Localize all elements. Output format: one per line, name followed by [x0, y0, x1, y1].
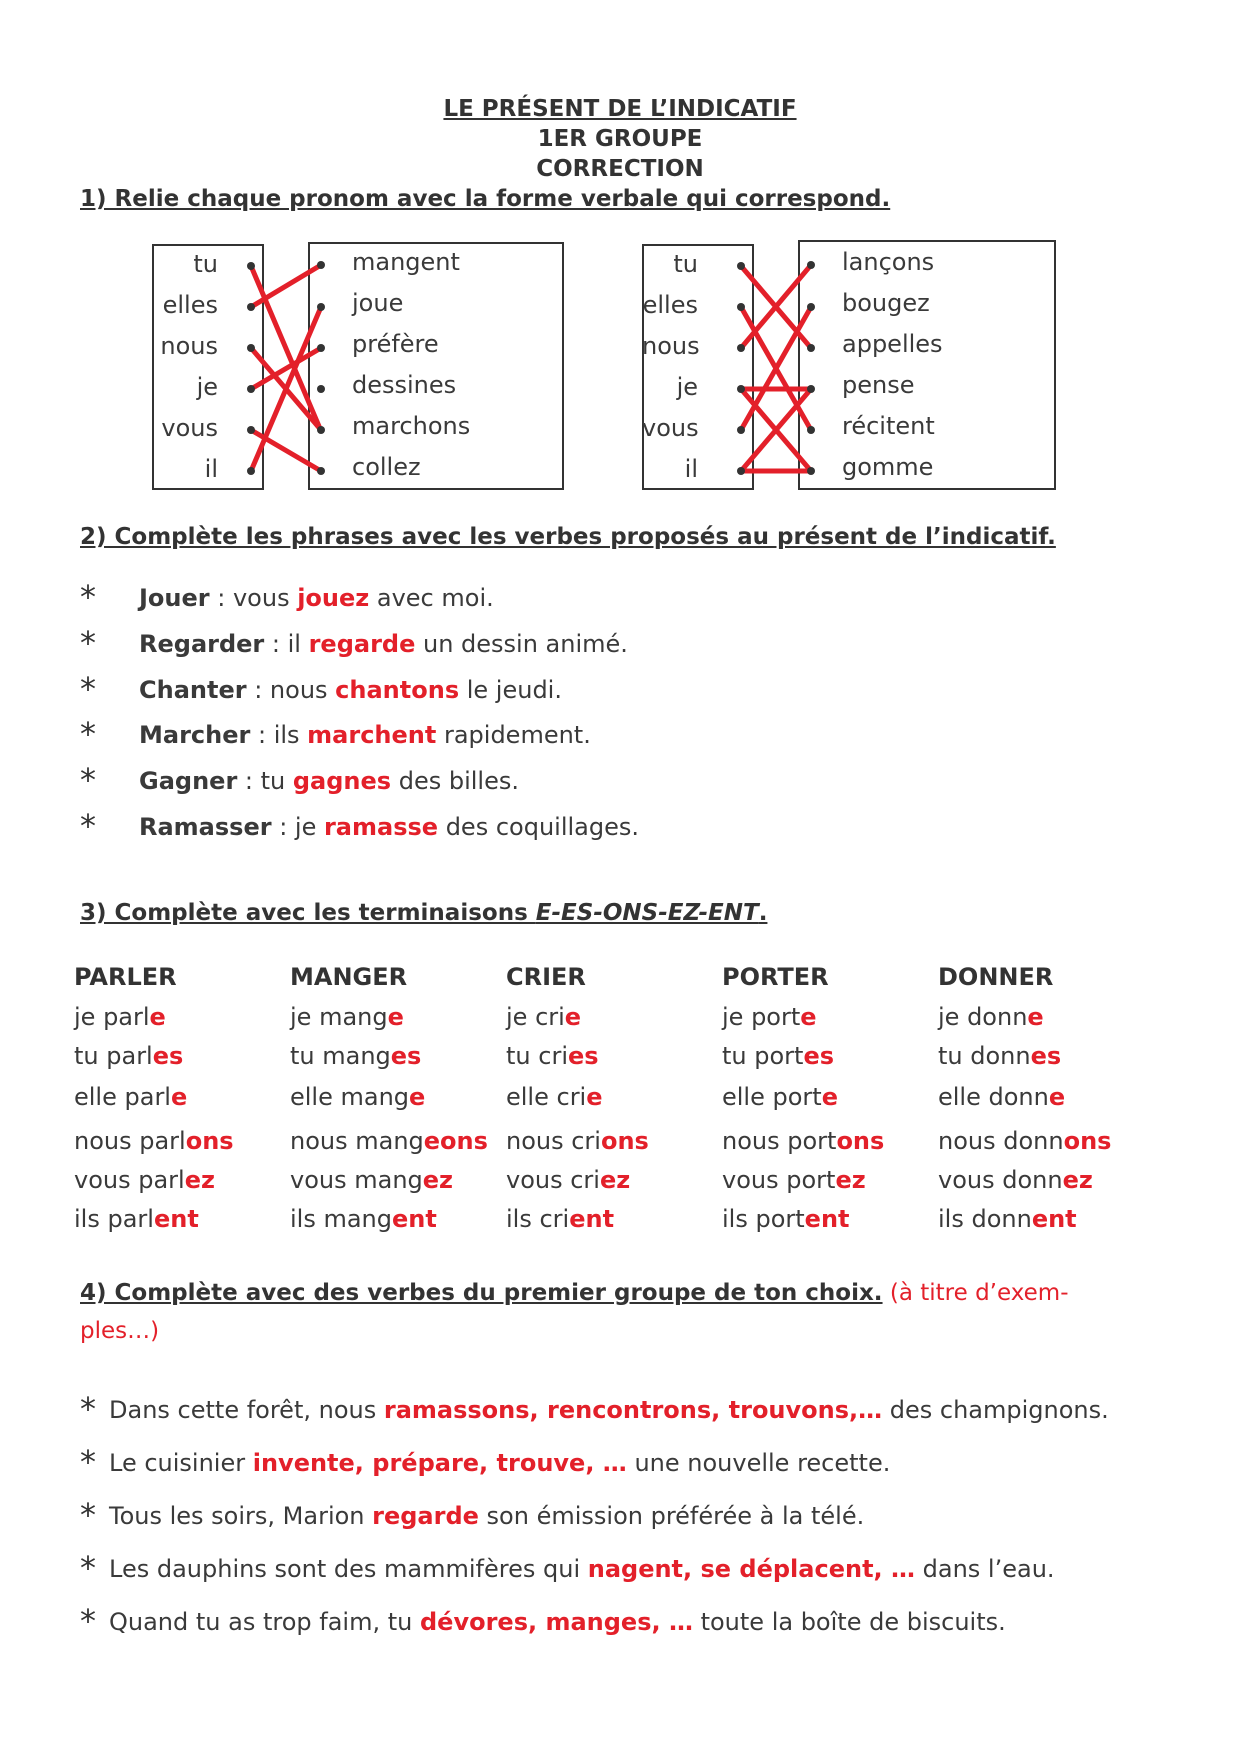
verb-stem: je mang	[290, 1003, 388, 1031]
verb-ending: ez	[184, 1166, 215, 1194]
pronoun-label: il	[204, 455, 218, 483]
verb-stem: vous port	[722, 1166, 836, 1194]
conjugation-cell	[506, 1083, 603, 1111]
conjugation-cell	[290, 1083, 425, 1111]
conjugation-cell	[722, 1127, 884, 1155]
verb-label: préfère	[352, 330, 439, 358]
verb-stem: ils cri	[506, 1205, 570, 1233]
pronoun-label: nous	[160, 332, 218, 360]
pronoun-label: tu	[193, 250, 218, 278]
sentence-line	[109, 1555, 1055, 1583]
sentence-line	[109, 1608, 1006, 1636]
separator: :	[209, 584, 233, 612]
conjugation-cell	[722, 1003, 817, 1031]
sentence-end: dans l’eau.	[915, 1555, 1055, 1583]
sentence-line	[139, 767, 519, 795]
conjugation-cell	[938, 1127, 1111, 1155]
verb-label: mangent	[352, 248, 460, 276]
sentence-start: Quand tu as trop faim, tu	[109, 1608, 420, 1636]
bullet-star: *	[80, 670, 96, 708]
conjugation-cell	[938, 1003, 1044, 1031]
answer: chantons	[335, 676, 460, 704]
sentence-line	[139, 676, 562, 704]
sentence-line	[109, 1396, 1109, 1424]
conjugation-cell	[506, 1127, 649, 1155]
page-title: LE PRÉSENT DE L’INDICATIF	[443, 96, 797, 122]
verb-stem: ils parl	[74, 1205, 154, 1233]
verb-ending: e	[409, 1083, 426, 1111]
verb-ending: e	[586, 1083, 603, 1111]
section3-title-text: 3) Complète avec les terminaisons	[80, 900, 536, 926]
verb-infinitive: Regarder	[139, 630, 265, 658]
section3-endings: E-ES-ONS-EZ-ENT	[535, 900, 759, 926]
link-a-tu-dessines	[251, 266, 321, 431]
sentence-line	[139, 630, 628, 658]
conjugation-cell	[506, 1042, 599, 1070]
separator: :	[237, 767, 261, 795]
separator: :	[250, 721, 274, 749]
answer: regarde	[308, 630, 416, 658]
sentence-end: toute la boîte de biscuits.	[692, 1608, 1006, 1636]
verb-label: collez	[352, 453, 421, 481]
sentence-line	[139, 721, 591, 749]
answer: dévores, manges, …	[419, 1608, 693, 1636]
bullet-star: *	[80, 761, 96, 799]
sentence-start: Le cuisinier	[109, 1449, 253, 1477]
verb-stem: vous donn	[938, 1166, 1063, 1194]
verb-ending: e	[1027, 1003, 1044, 1031]
conjugation-cell	[938, 1205, 1077, 1233]
sentence-end: des billes.	[391, 767, 519, 795]
verb-stem: elle donn	[938, 1083, 1049, 1111]
bullet-star: *	[80, 624, 96, 662]
answer: nagent, se déplacent, …	[587, 1555, 916, 1583]
verb-stem: tu port	[722, 1042, 804, 1070]
verb-stem: vous mang	[290, 1166, 423, 1194]
conjugation-cell	[290, 1127, 488, 1155]
pronoun-label: vous	[642, 414, 699, 442]
column-header: DONNER	[938, 963, 1054, 991]
conjugation-cell	[74, 1003, 166, 1031]
section3-title-end: .	[758, 900, 768, 926]
pronoun-label: elles	[642, 291, 698, 319]
bullet-star: *	[80, 807, 96, 845]
answer: jouez	[297, 584, 370, 612]
conjugation-cell	[290, 1003, 404, 1031]
correction-label: CORRECTION	[536, 156, 704, 182]
conjugation-cell	[722, 1166, 866, 1194]
verb-stem: tu cri	[506, 1042, 568, 1070]
conjugation-cell	[74, 1166, 215, 1194]
bullet-star: *	[80, 1602, 96, 1640]
sentence-end: un dessin animé.	[415, 630, 628, 658]
sentence-start: je	[294, 813, 324, 841]
verb-label: appelles	[842, 330, 943, 358]
answer: ramasse	[323, 813, 439, 841]
verb-ending: e	[564, 1003, 582, 1031]
sentence-start: ils	[273, 721, 308, 749]
link-a-il-joue	[251, 307, 321, 471]
verb-ending: ons	[836, 1127, 885, 1155]
sentence-start: vous	[232, 584, 298, 612]
verb-stem: ils port	[722, 1205, 805, 1233]
verb-stem: vous parl	[74, 1166, 185, 1194]
verb-ending: es	[1030, 1042, 1062, 1070]
verb-ending: ons	[600, 1127, 649, 1155]
conjugation-cell	[506, 1205, 614, 1233]
conjugation-cell	[506, 1003, 581, 1031]
sentence-start: tu	[260, 767, 293, 795]
column-header: CRIER	[506, 963, 586, 991]
sentence-end: son émission préférée à la télé.	[478, 1502, 865, 1530]
sentence-end: une nouvelle recette.	[626, 1449, 891, 1477]
separator: :	[246, 676, 270, 704]
verb-label: joue	[352, 289, 404, 317]
sentence-line	[109, 1449, 890, 1477]
conjugation-cell	[74, 1205, 199, 1233]
verb-ending: eons	[423, 1127, 488, 1155]
pronoun-label: nous	[642, 332, 700, 360]
verb-ending: ent	[569, 1205, 615, 1233]
verb-ending: ent	[153, 1205, 199, 1233]
section4-title-line	[80, 1280, 1069, 1306]
bullet-star: *	[80, 1443, 96, 1481]
verb-stem: tu mang	[290, 1042, 391, 1070]
conjugation-cell	[938, 1042, 1061, 1070]
conjugation-cell	[722, 1205, 850, 1233]
conjugation-cell	[722, 1083, 838, 1111]
verb-label: lançons	[842, 248, 935, 276]
verb-stem: tu donn	[938, 1042, 1031, 1070]
sentence-start: Tous les soirs, Marion	[109, 1502, 373, 1530]
sentence-start: il	[287, 630, 309, 658]
verb-ending: e	[1048, 1083, 1066, 1111]
answer: marchent	[307, 721, 437, 749]
answer: regarde	[372, 1502, 479, 1530]
pronoun-label: vous	[161, 414, 218, 442]
section4-note-a: (à titre d’exem-	[882, 1280, 1069, 1306]
section2-title: 2) Complète les phrases avec les verbes proposés au présent de l’indicatif.	[80, 524, 1056, 550]
conjugation-cell	[74, 1042, 183, 1070]
section1-title: 1) Relie chaque pronom avec la forme verbale qui correspond.	[80, 186, 891, 212]
sentence-start: nous	[269, 676, 336, 704]
column-header: MANGER	[290, 963, 408, 991]
sentence-start: Dans cette forêt, nous	[109, 1396, 384, 1424]
verb-stem: elle mang	[290, 1083, 410, 1111]
verb-stem: elle parl	[74, 1083, 171, 1111]
sentence-line	[139, 584, 494, 612]
answer: gagnes	[292, 767, 392, 795]
bullet-star: *	[80, 1549, 96, 1587]
conjugation-cell	[506, 1166, 630, 1194]
conjugation-cell	[722, 1042, 834, 1070]
verb-ending: ons	[185, 1127, 234, 1155]
bullet-star: *	[80, 578, 96, 616]
verb-stem: je parl	[74, 1003, 150, 1031]
pronoun-label: il	[684, 455, 698, 483]
sentence-end: des champignons.	[882, 1396, 1109, 1424]
verb-ending: e	[149, 1003, 166, 1031]
verb-ending: e	[821, 1083, 838, 1111]
conjugation-cell	[938, 1166, 1093, 1194]
verb-label: récitent	[842, 412, 935, 440]
bullet-star: *	[80, 1496, 96, 1534]
verb-ending: ons	[1063, 1127, 1112, 1155]
verb-ending: es	[567, 1042, 599, 1070]
verb-stem: elle cri	[506, 1083, 587, 1111]
bullet-star: *	[80, 715, 96, 753]
verb-ending: ez	[835, 1166, 866, 1194]
verb-stem: ils donn	[938, 1205, 1032, 1233]
verb-label: gomme	[842, 453, 934, 481]
verb-ending: ent	[392, 1205, 437, 1233]
pronoun-label: elles	[162, 291, 218, 319]
verb-stem: nous mang	[290, 1127, 424, 1155]
matching-lines	[0, 0, 1240, 520]
verb-ending: ez	[599, 1166, 631, 1194]
verb-stem: tu parl	[74, 1042, 153, 1070]
separator: :	[264, 630, 288, 658]
sentence-end: des coquillages.	[438, 813, 639, 841]
verb-stem: elle port	[722, 1083, 822, 1111]
verb-ending: es	[390, 1042, 422, 1070]
conjugation-cell	[290, 1042, 421, 1070]
sentence-start: Les dauphins sont des mammifères qui	[109, 1555, 588, 1583]
verb-stem: nous parl	[74, 1127, 186, 1155]
verb-infinitive: Chanter	[139, 676, 247, 704]
verb-label: bougez	[842, 289, 930, 317]
conjugation-cell	[290, 1166, 453, 1194]
conjugation-cell	[74, 1127, 234, 1155]
verb-infinitive: Ramasser	[139, 813, 272, 841]
verb-stem: vous cri	[506, 1166, 600, 1194]
column-header: PORTER	[722, 963, 829, 991]
answer: ramassons, rencontrons, trouvons,…	[383, 1396, 883, 1424]
conjugation-cell	[74, 1083, 187, 1111]
verb-ending: ent	[1031, 1205, 1077, 1233]
bullet-star: *	[80, 1390, 96, 1428]
verb-label: dessines	[352, 371, 457, 399]
verb-stem: nous donn	[938, 1127, 1064, 1155]
verb-ending: es	[803, 1042, 835, 1070]
verb-stem: je port	[722, 1003, 801, 1031]
answer: invente, prépare, trouve, …	[252, 1449, 627, 1477]
pronoun-label: je	[196, 373, 218, 401]
verb-stem: je donn	[938, 1003, 1028, 1031]
sentence-end: le jeudi.	[459, 676, 562, 704]
verb-infinitive: Jouer	[139, 584, 210, 612]
section4-note-b: ples…)	[80, 1318, 160, 1344]
verb-ending: e	[170, 1083, 188, 1111]
verb-label: marchons	[352, 412, 471, 440]
separator: :	[271, 813, 295, 841]
verb-infinitive: Gagner	[139, 767, 238, 795]
verb-label: pense	[842, 371, 915, 399]
verb-ending: ez	[422, 1166, 454, 1194]
pronoun-label: tu	[673, 250, 698, 278]
verb-ending: ent	[804, 1205, 850, 1233]
verb-stem: je cri	[506, 1003, 565, 1031]
section4-title: 4) Complète avec des verbes du premier groupe de ton choix.	[80, 1280, 883, 1306]
section3-title	[80, 900, 767, 926]
sentence-end: avec moi.	[369, 584, 494, 612]
page-subtitle: 1ER GROUPE	[537, 126, 703, 152]
verb-stem: nous port	[722, 1127, 837, 1155]
sentence-end: rapidement.	[436, 721, 591, 749]
pronoun-label: je	[676, 373, 698, 401]
verb-ending: e	[387, 1003, 404, 1031]
conjugation-cell	[938, 1083, 1065, 1111]
sentence-line	[109, 1502, 864, 1530]
verb-infinitive: Marcher	[139, 721, 251, 749]
verb-stem: ils mang	[290, 1205, 392, 1233]
verb-ending: es	[152, 1042, 184, 1070]
verb-ending: ez	[1062, 1166, 1093, 1194]
verb-ending: e	[800, 1003, 817, 1031]
sentence-line	[139, 813, 639, 841]
column-header: PARLER	[74, 963, 177, 991]
conjugation-cell	[290, 1205, 437, 1233]
verb-stem: nous cri	[506, 1127, 601, 1155]
